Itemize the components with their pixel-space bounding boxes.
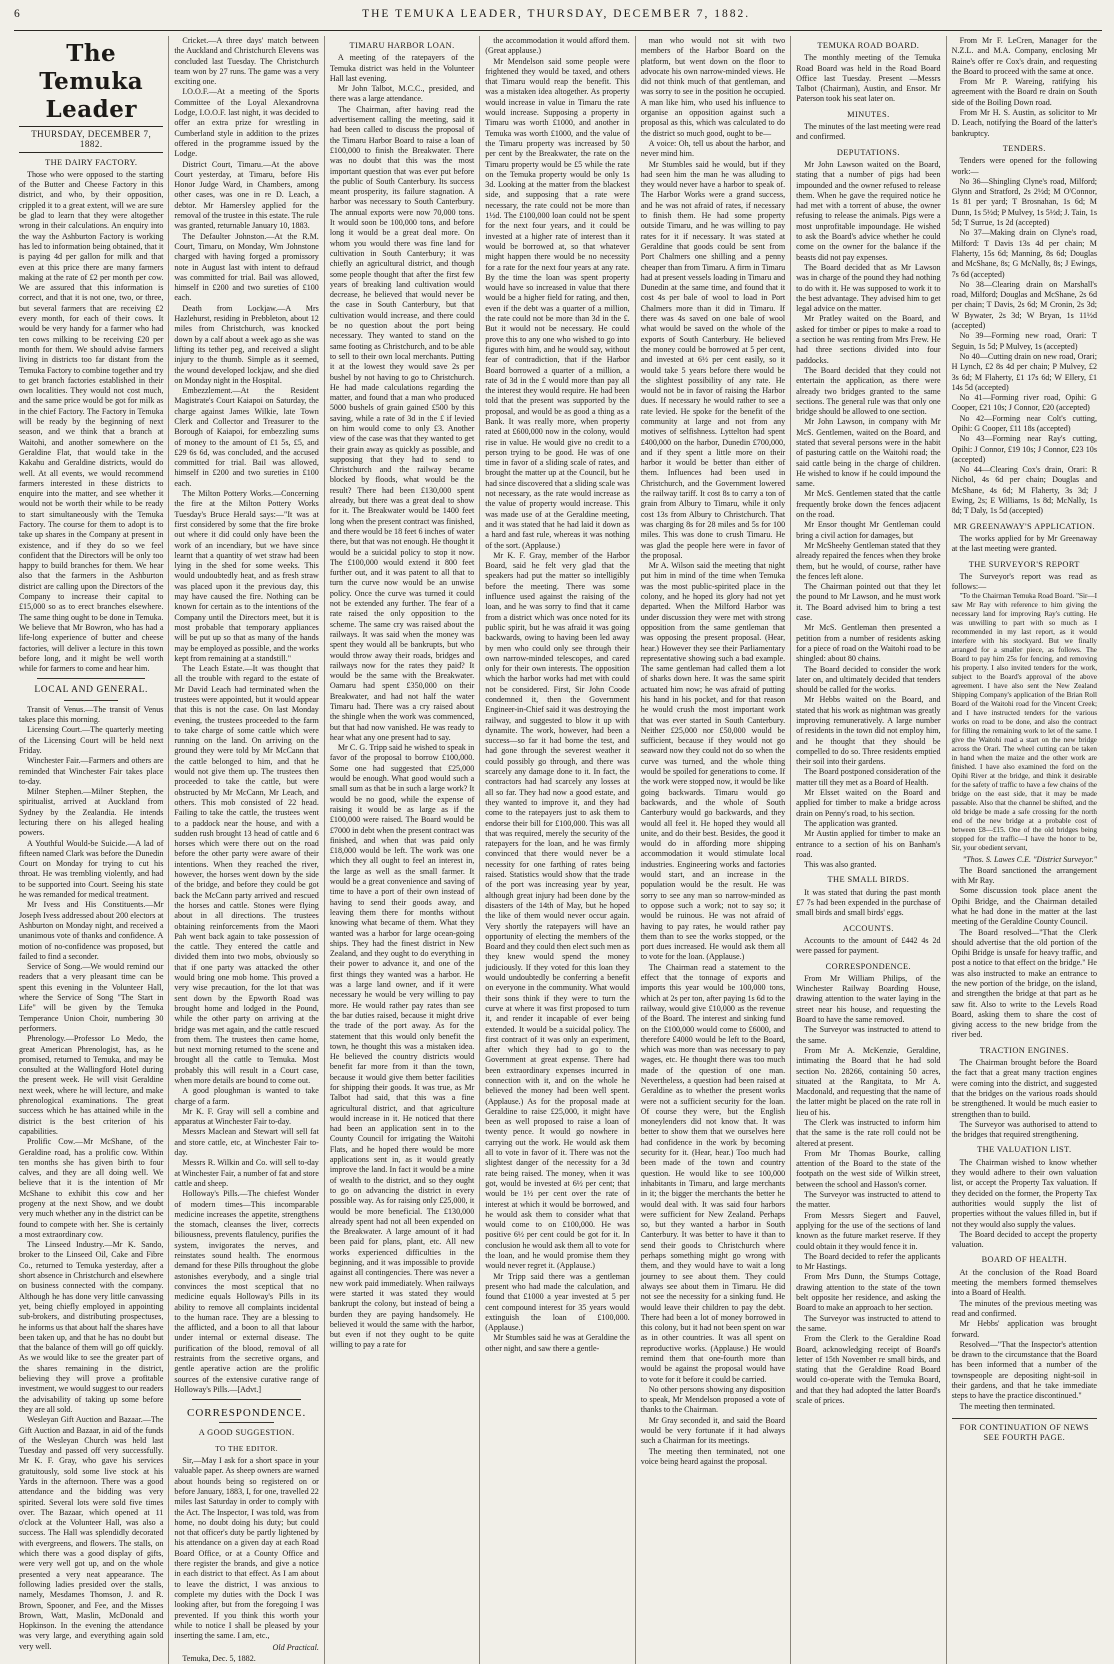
divider (192, 1399, 300, 1400)
article-paragraph: No other persons showing any disposition to speak, Mr Mendelson proposed a vote of thanks to the Chairman. (640, 1384, 786, 1415)
article-paragraph: Mr Hebbs' application was brought forward. (951, 1319, 1097, 1339)
article-paragraph: Mr Tripp said there was a gentleman present who had made the calculation, and found that £1000 a year invested at 5 per cent compound interest for 35 years would extinguish the loan of £100,000. (Applause.) (485, 1271, 630, 1333)
subheading: THE VALUATION LIST. (977, 1145, 1072, 1155)
article-paragraph: This was also granted. (804, 860, 877, 870)
article-paragraph: the accommodation it would afford them. (Great applause.) (485, 36, 630, 56)
article-paragraph: From Mr A. McKenzie, Geraldine, intimating the Board that he had sold section No. 28266, containing 50 acres, situated at the Rangitata, to Mr A. Macdonald, and requesting that the name of the latter might be placed on the rate roll in lieu of his. (796, 1045, 941, 1117)
news-item: Wesleyan Gift Auction and Bazaar.—The Gift Auction and Bazaar, in aid of the funds of the Wesleyan Church was held last Tuesday and passed off very successfully. Mr K. F. Gray, who gave his services gratuitously, sold some live stock at his Yards in the afternoon. There was a good attendance and the bidding was very spirited. Several lots were sold five times over. The Bazaar, which opened at 11 o'clock at the Volunteer Hall, was also a success. The Hall was splendidly decorated with evergreens, and flowers. The stalls, on which there was a good display of gifts, were very well got up, and on the whole presented a very neat appearance. The following ladies presided over the stalls, namely, Mesdames Thomson, J. and R. Brown, Spooner, and Fee, and the Misses Brown, Watt, Maslin, McDonald and Hopkinson. In the evening the attendance was very large, and everything again sold very well. (19, 1415, 164, 1651)
article-paragraph: A meeting of the ratepayers of the Temuka district was held in the Volunteer Hall last evening. (329, 53, 475, 83)
subheading: MR GREENAWAY'S APPLICATION. (953, 521, 1095, 531)
subheading: TRACTION ENGINES. (979, 1045, 1069, 1055)
article-paragraph: The works applied for by Mr Greenaway at the last meeting were granted. (951, 533, 1097, 554)
article-paragraph: Resolved—"That the Inspector's attention be drawn to the circumstance that the Board has been informed that a number of the townspeople are depositing night-soil in their gardens, and that he take immediate steps to have the practice discontinued." (951, 1339, 1097, 1401)
subheading: DEPUTATIONS. (836, 147, 900, 157)
tender-item: No 38—Clearing drain on Marshall's road, Milford; Douglas and McShane, 2s 6d per chain; T Davis, 2s 6d; M Cronin, 2s 3d; W Bywater, 2s 3d; W Bryan, 1s 11½d (accepted) (951, 279, 1097, 331)
tender-item: No 37—Making drain on Clyne's road, Milford: T Davis 13s 4d per chain; M Flaherty, 15s 6d; Manning, 8s 6d; Douglas and McShane, 8s; G McNally, 8s; J Ewings, 7s 6d (accepted) (951, 228, 1097, 279)
article-paragraph: Mr Austin applied for timber to make an entrance to a section of his on Banham's road. (796, 829, 941, 859)
tender-item: No 40—Cutting drain on new road, Orari; H Lynch, £2 8s 4d per chain; P Mulvey, £2 3s 6d; M Flaherty, £1 17s 6d; W Ellery, £1 14s 5d (accepted) (951, 351, 1097, 392)
article-paragraph: Mr John Lawson waited on the Board, stating that a number of pigs had been impounded and the owner refused to release them. When he gave the required notice he had met with a torrent of abuse, the owner refusing to release the animals. Pigs were a most unprofitable impoundage. He wished to ask the Board's advice whether he could come on the owner for the balance if the beasts did not pay expenses. (796, 159, 941, 262)
column-1 (14, 36, 169, 1664)
article-paragraph: man who would not sit with two members of the Harbor Board on the platform, but went down on the floor to advocate his own narrow-minded views. He did not think much of that gentleman, and was sorry to see in the position he occupied. A man like him, who used his influence to organise an opposition against such a proposal as this, which was calculated to do the district so much good, ought to be— (640, 36, 786, 138)
subheading: BOARD OF HEALTH. (981, 1255, 1067, 1265)
letter-body: Sir,—May I ask for a short space in your valuable paper. As sheep owners are warned about hounds being so registered on or before January, 1883, I, for one, travelled 22 miles last Saturday in order to comply with the Act. The Inspector, I was told, was from home, no doubt doing his duty; but could not that officer's duty be partly lightened by his attendance on a given day at each Road Board Office, or at a County Office and there register the brands, and give a notice in each district to that effect. As I am about to leave the district, I was anxious to complete my duties with the Dock I was looking after, but from the foregoing I was prevented. If you think this worth your while to notice I shall be pleased by your inserting the same. I am, etc., (174, 1456, 319, 1641)
article-paragraph: The Board postponed consideration of the matter till they met as a Board of Health. (796, 767, 941, 787)
news-item: Licensing Court.—The quarterly meeting of the Licensing Court will be held next Friday. (19, 725, 164, 755)
article-paragraph: The Surveyor was instructed to attend to the matter. (796, 1190, 941, 1210)
column-3 (325, 36, 480, 1664)
news-item: Phrenology.—Professor Lo Medo, the great American Phrenologist, has, as he promised, returned to Temuka, and may be consulted at the Wallingford Hotel during the present week. He will visit Geraldine next week, where he will lecture, and make phrenological examinations. The great success which he has attained while in the district is the best criterion of his capabilities. (19, 1034, 164, 1136)
article-paragraph: The Board sanctioned the arrangement with Mr Ray. (951, 865, 1097, 886)
page-number: 6 (14, 8, 21, 20)
column-5 (636, 36, 791, 1664)
news-item: A good ploughman is wanted to take charge of a farm. (174, 1086, 319, 1106)
article-paragraph: Mr Elsset waited on the Board and applied for timber to make a bridge across drain on Penny's road, to his section. (796, 788, 941, 818)
news-item: Mr K. F. Gray will sell a combine and apparatus at Winchester Fair to-day. (174, 1106, 319, 1127)
report-signature: "Thos. S. Lawes C.E. "District Surveyor." (962, 855, 1097, 865)
article-paragraph: The Clerk was instructed to inform him that the same is the rate roll could not be altered at present. (796, 1117, 941, 1148)
column-6 (791, 36, 946, 1664)
column-2 (169, 36, 324, 1664)
article-paragraph: The meeting then terminated, not one voice being heard against the proposal. (640, 1446, 786, 1466)
divider (64, 700, 118, 701)
news-item: Death from Lockjaw.—A Mrs Hazlehurst, residing in Prebbleton, about 12 miles from Christchurch, was knocked down by a calf about a week ago as she was lifting its tether peg, and received a slight injury to the thumb. Simple as it seemed, the wound developed lockjaw, and she died on Monday night in the Hospital. (174, 303, 319, 385)
article-paragraph: A voice: Oh, tell us about the harbor, and never mind him. (640, 138, 786, 159)
column-4 (480, 36, 635, 1664)
news-item: Prolific Cow.—Mr McShane, of the Geraldine road, has a prolific cow. Within ten months she has given birth to four calves, and they are all doing well. We believe that it is the intention of Mr McShane to exhibit this cow and her progeny at the next Show, and we doubt very much whether any in the district can be found to compete with her. She is certainly a most extraordinary cow. (19, 1137, 164, 1239)
news-item: Embezzlement.—At the Resident Magistrate's Court Kaiapoi on Saturday, the charge against James Wilkie, late Town Clerk and Collector and Treasurer to the Borough of Kaiapoi, for embezzling sums of money to the amount of £1 5s, £5, and £29 6s 6d, was concluded, and the accused committed for trial. Bail was allowed, himself in £200 and two sureties in £100 each. (174, 386, 319, 488)
tender-item: No 43—Forming near Ray's cutting, Opihi: J Connor, £19 10s; J Connor, £23 10s (accepted) (951, 434, 1097, 464)
article-paragraph: The Board decided to refer the applicants to Mr Hastings. (796, 1251, 941, 1272)
article-paragraph: From the Clerk to the Geraldine Road Board, acknowledging receipt of Board's letter of 15th November re small birds, and stating that the Geraldine Road Board would co-operate with the Temuka Board, and that they had adopted the latter Board's scale of prices. (796, 1334, 941, 1405)
article-paragraph: Accounts to the amount of £442 4s 2d were passed for payment. (796, 935, 941, 956)
quoted-report: "To the Chairman Temuka Road Board. "Sir—I saw Mr Ray with reference to him giving the necessary land for improving Ray's cutting. He was unwilling to part with so much as I recommended in my last report, as it would interfere with his stockyard. But we finally arranged for a smaller piece, as follows. The Board to pay him 25s for fencing, and removing his property. I also invited tenders for the work, subject to the Board's approval of the above agreement. I have also sent the New Zealand Shipping Company's application of the Brian Roll Board of the Waitohi road for the Vincent Creek; and I have instructed tenders for the various works on road to be done, and also the contract for filling the remaining work to let of the same. I give the Waitohi road a start on the new bridge across the Orari. The wheel cutting can be taken in hand when the maize and the other work are finished. I have also examined the ford on the Opihi River at the bridge, and think it desirable for the safety of traffic to have a few chains of the bridge on the east side, that it may be made passable. Also that the channel be shifted, and the old bridge be made a safe crossing for the north end of the new bridge at a probable cost of between £8—£15. One of the old bridges being stopped for the traffic—I have the honor to be, Sir, your obedient servant, (951, 592, 1097, 853)
news-item: District Court, Timaru.—At the above Court yesterday, at Timaru, before His Honor Judge Ward, in Chambers, among other cases, was one in re D. Leach, a debtor. Mr Hamersley applied for the removal of the trustee in this estate. The rule was granted, returnable January 10, 1883. (174, 159, 319, 231)
news-item: The Leach Estate.—It was thought that all the trouble with regard to the estate of Mr David Leach had terminated when the trustees were appointed, but it would appear that this is not the case. On last Monday evening, the trustees proceeded to the farm to take charge of some cattle which were running on the land. On arriving on the ground they were told by Mr McCann that the cattle belonged to him, and that he would not give them up. The trustees then proceeded to take the cattle, but were obstructed by Mr McCann, Mr Leach, and others. This mob consisted of 22 head. Failing to take the cattle, the trustees went to a paddock near the house, and with a sudden rush brought 13 head of cattle and 6 horses which were there out on the road before the other party were aware of their intentions. When they reached the river, however, the horses went down by the side of the bridge, and before they could be got back the McCann party arrived and rescued the horses and cattle. Stones were flying about in all directions. The trustees obtaining reinforcements from the Maori Pah went back again to take possession of the cattle. They entered the cattle and divided them into two mobs, obviously so that if one party was attacked the other would bring one mob home. This proved a very wise precaution, for the lot that was sent down by the Epworth Road was brought home and lodged in the Pound, while the other party on arriving at the bridge was met again, and the cattle rescued from them. The trustees then came home, but next morning returned to the scene and brought all the cattle to Temuka. Most probably this will result in a Court case, when more details are bound to come out. (174, 664, 319, 1085)
article-paragraph: At the conclusion of the Road Board meeting the members formed themselves into a Board of Health. (951, 1267, 1097, 1298)
article-paragraph: The Board decided to consider the work later on, and ultimately decided that tenders should be called for the works. (796, 664, 941, 695)
article-paragraph: Mr Stumbles said he was at Geraldine the other night, and saw there a gentle- (485, 1333, 630, 1353)
news-item: Cricket.—A three days' match between the Auckland and Christchurch Elevens was concluded last Tuesday. The Christchurch team won by 27 runs. The game was a very exciting one. (174, 36, 319, 87)
tender-item: No 36—Shingling Clyne's road, Milford; Glynn and Stratford, 2s 2½d; M O'Connor, 1s 81 per yard; T Brosnahan, 1s 6d; M Dunn, 1s 5½d; P Mulvey, 1s 5½d; J. Tain, 1s 5d; T Surrue, 1s 2d (accepted) (951, 176, 1097, 228)
section-title-correspondence: CORRESPONDENCE. (187, 1407, 307, 1420)
article-paragraph: From Mr P. Wareing, ratifying his agreement with the Board re drain on South side of the Boiling Down road. (951, 77, 1097, 107)
news-item: Messrs R. Wilkin and Co. will sell to-day at Winchester Fair, a number of fat and store cattle and sheep. (174, 1158, 319, 1188)
article-paragraph: The Surveyor was instructed to attend to the same. (796, 1025, 941, 1045)
divider (37, 678, 145, 679)
news-item: The Linseed Industry.—Mr K. Sando, broker to the Linseed Oil, Cake and Fibre Co., returned to Temuka yesterday, after a short absence in Christchurch and elsewhere on business connected with the company. Although he has done very little canvassing yet, being chiefly employed in appointing sub-brokers, and distributing prospectuses, he informs us that about half the shares have been taken up, and that he has no doubt but that the balance of them will go off quickly. As we would like to see the greater part of the shares remaining in the district, believing they will prove a profitable investment, we would suggest to our readers the advisability of taking up some before they are all sold. (19, 1240, 164, 1414)
subheading: THE SMALL BIRDS. (827, 875, 910, 885)
news-item: The Defaulter Johnston.—At the R.M. Court, Timaru, on Monday, Wm Johnstone charged with having forged a promissory note in August last with intent to defraud was committed for trial. Bail was allowed, himself in £200 and two sureties of £100 each. (174, 231, 319, 303)
letter-salutation: TO THE EDITOR. (215, 1443, 279, 1453)
article-paragraph: Mr K. F. Gray, member of the Harbor Board, said he felt very glad that the speakers had put the matter so intelligibly before the meeting. There was some influence used against the raising of the loan, and he was sorry to find that it came from a district which was once noted for its public spirit, but he was afraid it was going backwards, owing to having been led away by men who could only see through their own narrow-minded telescopes, and cared only for their own interests. The opposition which the harbor works had met with could not be considered. First, Sir John Coode condemned it, then the Government Engineer-in-Chief said it was destroying the railway, and suggested to blow it up with dynamite. The work, however, had been a success—so far it had borne the test, and had gone through the severest weather it could possibly go through, and there was scarcely any damage done to it. In fact, the contractors had had scarcely any losses at all so far. They had now a good estate, and they wanted to improve it, and they had come to the ratepayers just to ask them to endorse their bill for £100,000. This was all that was required, merely the security of the ratepayers for the loan, and he was firmly convinced that there would never be a necessity for one farthing of rates being raised. Statistics would show that the trade of the port was increasing year by year, although great injury had been done by the disasters of the 14th of May, but he hoped the like of them would never occur again. Very shortly the ratepayers will have an opportunity of electing the members of the Board and they could then elect such men as they knew would spend the money judiciously. If they voted for this loan they would undoubtedly be conferring a benefit on everyone in the community. What would their sons think if they were to turn the curve at where it was first proposed to turn it, and render it incapable of ever being extended. It would be a suicidal policy. The first contract of it was only an experiment, after which they had to go to the Government at great expense. There had been extraordinary expenses incurred in connection with it, and on the whole he believed the money had been well spent. (Applause.) As for the proposal made at Geraldine to raise £25,000, it might have been as well proposed to raise a loan of twenty pence. It would go nowhere in carrying out the work. He would ask them all to vote in favor of it. There was not the slightest danger of the necessity for a 3d rate being raised. The money, when it was got, would be invested at 6½ per cent; that would be 1½ per cent over the rate of interest at which it would be borrowed, and he would ask them to consider what that would come to on £100,000. He was positive 6½ per cent could be got for it. In conclusion he would ask them all to vote for the loan, and he would promise them they would never regret it. (Applause.) (485, 550, 630, 1271)
article-paragraph: The minutes of the last meeting were read and confirmed. (796, 122, 941, 142)
article-paragraph: The Board decided that as Mr Lawson was in charge of the pound they had nothing to do with it. He was supposed to work it to the best advantage. They advised him to get legal advice on the matter. (796, 262, 941, 314)
article-paragraph: Mr A. Wilson said the meeting that night put him in mind of the time when Temuka was the most public-spirited place in the colony, and he hoped its glory had not yet departed. When the Milford Harbor was under discussion they were met with strong opposition from the same gentleman that was opposing the present proposal. (Hear, hear.) However they see their Parliamentary representative showing such a bad example. The same gentleman had called them a lot of sharks down here. It was the same spirit actuated him now; he was afraid of putting his hand in his pocket, and for that reason he would crush the most important work that was ever started in South Canterbury. Neither £25,000 nor £50,000 would be sufficient, because if they would not go seaward now they could not do so when the curve was turned, and the whole thing would be spoiled for generations to come. If the work were stopped now, it would be like going backwards. Timaru would go backwards, and the whole of South Canterbury would go backwards, and they would all feel it. He hoped they would all unite, and do their best. Besides, the good it would do in affording more shipping accommodation it would stimulate local industries. Engineering works and factories would start, and an increase in the population would be the result. He was sorry to see any man so narrow-minded as to oppose such a work; not to say so; it would be ruinous. He was not afraid of having to pay rates, he would rather pay them than to see the works stopped, or the port dues increased. He would ask them all to vote for the loan. (Applause.) (640, 561, 786, 962)
article-paragraph: Mr McS. Gentlemen stated that the cattle frequently broke down the fences adjacent on the road. (796, 489, 941, 520)
news-item: A Youthful Would-be Suicide.—A lad of fifteen named Clark was before the Dunedin Court on Monday for trying to cut his throat. He was trembling violently, and had to be supported into Court. Seeing his state he was remanded for medical treatment. (19, 838, 164, 900)
article-paragraph: From Mr H. S. Austin, as solicitor to Mr D. Leach, notifying the Board of the latter's bankruptcy. (951, 108, 1097, 138)
tender-item: No 44—Clearing Cox's drain, Orari: R Nichol, 4s 6d per chain; Douglas and McShane, 4s 6d; M Flaherty, 3s 3d; J Ewing, 2s; E Williams, 1s 8d; McNally, 1s 8d; T Daly, 1s 5d (accepted) (951, 465, 1097, 516)
tender-item: No 41—Forming river road, Opihi: G Cooper, £21 10s; J Connor, £20 (accepted) (951, 393, 1097, 413)
article-paragraph: The minutes of the previous meeting was read and confirmed. (951, 1298, 1097, 1318)
letter-signature: Old Practical. (272, 1643, 319, 1653)
article-paragraph: The Chairman pointed out that they let the pound to Mr Lawson, and he must work it. The Board advised him to bring a test case. (796, 582, 941, 623)
subheading: CORRESPONDENCE. (825, 961, 912, 971)
news-item: The Milton Pottery Works.—Concerning the fire at the Milton Pottery Works Tuesday's Bruce Herald says:—"It was at first considered by some that the fire broke out where it did could only have been the work of an incendiary, but we have since learnt that a quantity of wet straw had been lying in the shed for some weeks. This would undoubtedly heat, and as fresh straw was placed upon it the previous day, this may have caused the fire. Nothing can be known for certain as to the intentions of the Company until the Directors meet, but it is most probable that temporary appliances will be put up so that as many of the hands may be employed as possible, and the works kept from remaining at a standstill." (174, 489, 319, 663)
article-paragraph: Tenders were opened for the following work:— (951, 156, 1097, 176)
news-item: Winchester Fair.—Farmers and others are reminded that Winchester Fair takes place to-day. (19, 756, 164, 786)
article-paragraph: It was stated that during the past month £7 7s had been expended in the purchase of small birds and small birds' eggs. (796, 887, 941, 918)
running-head-title: THE TEMUKA LEADER, THURSDAY, DECEMBER 7, 1882. (362, 8, 751, 20)
article-paragraph: Mr Gray seconded it, and said the Board would be very fortunate if it had always such a Chairman for its meetings. (640, 1415, 786, 1446)
article-paragraph: The Chairman brought before the Board the fact that a great many traction engines were coming into the district, and suggested that the bridges on the various roads should be strengthened. It would be much easier to strengthen than to build. (951, 1058, 1097, 1119)
news-item: Transit of Venus.—The transit of Venus takes place this morning. (19, 704, 164, 725)
article-paragraph: The Surveyor was instructed to attend to the same. (796, 1313, 941, 1333)
masthead-dateline: THURSDAY, DECEMBER 7, 1882. (19, 126, 163, 153)
article-heading-harbor-loan: TIMARU HARBOR LOAN. (349, 41, 455, 50)
article-paragraph: Mr Hebbs waited on the Board, and stated that his work as nightman was greatly improving remuneratively. A large number of residents in the town did not employ him, and he thought that they should be compelled to do so. Three residents emptied their soil into their gardens. (796, 695, 941, 767)
article-paragraph: The Surveyor was authorised to attend to the bridges that required strengthening. (951, 1119, 1097, 1140)
article-paragraph: Mr Mendelson said some people were frightened they would be taxed, and others that Timaru would reap the benefit. This was a mistaken idea altogether. As property would increase in value in Timaru the rate would increase. Supposing a property in Timaru was worth £1000, and another in Temuka was worth £1000, and the value of the Timaru property was increased by 50 per cent by the Breakwater, the rate on the Timaru property would be £5 while the rate on the Temuka property would be only 1s 3d. Looking at the matter from the blackest side, and supposing that a rate were necessary, the rate could not be more than 1½d. The £100,000 loan could not be spent for the next four years, and it could be invested at a higher rate of interest than it would be borrowed at, so that whatever might happen there would be no necessity for a rate for the next four years at any rate. By the time the loan was spent property would have so increased in value that there would be a higher field for rating, and then, even if the debt was a quarter of a million, the rate could not be more than 3d in the £. But it would not be necessary. He could prove this to any one who wished to go into figures with him, and he would say, without fear of contradiction, that if the Harbor Board borrowed a quarter of a million, a rate of 3d in the £ would more than pay all the interest they would require. He had been told that the present was supported by the proposal, and would be as good a thing as a Bank. It was really more, when property rated at £600,000 now in the colony, would rise in value. He would give no credit to a person trying to be good. He was of one time in favor of a sliding scale of rates, and brought the matter up at the Council, but he had since discovered that a sliding scale was not necessary, as the rate would increase as the value of property would increase. This was made use of at the Geraldine meeting, and it was stated that he had laid it down as a hard and fast rule, whereas it was nothing of the sort. (Applause.) (485, 56, 630, 550)
column-7 (947, 36, 1102, 1664)
news-item: Mr Ivess and His Constituents.—Mr Joseph Ivess addressed about 200 electors at Ashburton on Monday night, and received a unanimous vote of thanks and confidence. A motion of no-confidence was proposed, but failed to find a seconder. (19, 900, 164, 961)
letter-heading: A GOOD SUGGESTION. (198, 1428, 295, 1438)
column-grid (14, 36, 1102, 1663)
article-paragraph: Mr McSheehy Gentleman stated that they already repaired the fences when they broke them, but he would, of course, rather have the fences left alone. (796, 540, 941, 581)
article-paragraph: The Chairman read a statement to the effect that the tonnage of exports and imports this year would be 100,000 tons, which at 2s per ton, after paying 1s 6d to the railway, would give £10,000 as the revenue of the Board. The interest and sinking fund on the £100,000 would come to £6000, and therefore £4000 would be left to the Board, which was more than was necessary to pay wages, etc. He thought there was too much made of the question of one man. Nevertheless, a question had been raised at Geraldine as to whether the present works were not a sufficient security for the loan. Of course they were, but the English moneylenders did not know that. It was better to show them that we ourselves here had confidence in the work by becoming security for it. (Hear, hear.) Too much had been made of the town and country question. He would like to see 100,000 inhabitants in Timaru, and large merchants in it; the bigger the merchants the better he would deal with. It was said four harbors were sufficient for New Zealand. Perhaps so, but they wanted a harbor in South Canterbury. It was better to have it than to send their goods to Christchurch where perhaps something might go wrong with them, and they would have to wait a long journey to see about them. They could always see about them in Timaru. He did not see the necessity for a sinking fund. He would leave their children to pay the debt. There had been a lot of money borrowed in this colony, but it had not been spent on war as in other countries. It was all spent on reproductive works. (Applause.) He would remind them that one-fourth more than would be against the proposal would have to vote for it before it could be carried. (640, 962, 786, 1384)
article-paragraph: The application was granted. (804, 818, 898, 828)
article-paragraph: Mr John Talbot, M.C.C., presided, and there was a large attendance. (329, 84, 475, 104)
article-paragraph: The Chairman, after having read the advertisement calling the meeting, said it had been called to discuss the proposal of the Timaru Harbor Board to raise a loan of £100,000 to finish the Breakwater. There was no doubt that this was the most important question that was ever put before the public of South Canterbury. Its success meant prosperity, its failure stagnation. A harbor was necessary to South Canterbury. The annual exports were now 70,000 tons. It would soon be 100,000 tons, and before long it would be a great deal more. On whom you would there was fine land for cultivation in South Canterbury; it was chiefly an agricultural district, and though some people thought that after the first few years of breaking land cultivation would decrease, he believed that would never be the case in South Canterbury, but that cultivation would increase, and there could be no question about the port being necessary. They wanted to stand on the same footing as Christchurch, and to be able to sell to their own local merchants. Putting it at the lowest they would save 2s per bushel by not having to go to Christchurch. He had made calculations regarding the matter, and found that a man who produced 5000 bushels of grain gained £500 by this saving, while a rate of 3d in the £ if levied on him would come to only £3. Another view of the case was that they wanted to get their grain away as quickly as possible, and supposing that they had to send to Christchurch and the railway became blocked by floods, what would be the result? There had been £130,000 spent already, but there was a great deal to show for it. The Breakwater would be 1400 feet long when the present contract was finished, and there would be 18 feet 6 inches of water there, but that was not enough. He thought it would be a suicidal policy to stop it now. The £100,000 would extend it 800 feet further out, and it was patent to all that to turn the curve now would be an unwise policy. Once the curve was turned it could not be extended any further. The fear of a rate raised the only opposition to the scheme. The same cry was raised about the railways. It was said when the money was spent they would all be bankrupts, but who would throw away their roads, bridges and railways now for the rates they paid? It would be the same with the Breakwater. Oamaru had spent £350,000 on their Breakwater, and had not half the water Timaru had. There was a cry raised about the shingle when the work was commenced, but that had now vanished. He was ready to hear what any one present had to say. (329, 104, 475, 742)
article-paragraph: The meeting then terminated. (959, 1401, 1055, 1411)
article-paragraph: Those who were opposed to the starting of the Butter and Cheese Factory in this district, and who, by their opposition, crippled it to a great extent, will we are sure be glad to learn that they were altogether wrong in their calculations. An enquiry into the way the Ashburton Factory is working has led to information being obtained, that it is paying 4d per gallon for milk and that even at this price there are many farmers making at the rate of £2 per month per cow. We are assured that this information is correct, and that it is not one, two, or three, but several farmers that are receiving £2 every month, for each of their cows. It would be very handy for a farmer who had ten cows milking to be receiving £20 per month for them. We should advise farmers living in districts too far distant from the Temuka Factory to combine together and try to get branch factories established in their own localities. They would not cost much, and the same price would be got for milk as in the chief Factory. The Factory in Temuka will be ready by the beginning of next season, and we think that a branch at Waitohi, and another somewhere on the Geraldine Flat, that would take in the Kakahu and Geraldine districts, would do well. At all events, we would recommend farmers interested in these districts to enquire into the matter, and see whether it would not be worth their while to be ready to start simultaneously with the Temuka Factory. The course for them to adopt is to take up shares in the Company at present in existence, and if they do so we feel confident that the Directors will be only too happy to build branches for them. We hear also that the farmers in the Ashburton district are calling upon the Directors of the Company to increase their capital to £15,000 so as to erect branches elsewhere. The same thing ought to be done in Temuka. We believe that Mr Bowron, who has had a life-long experience of butter and cheese factories, will deliver a lecture in this town before long, and it might be well worth while for farmers to come and hear him. (19, 169, 164, 674)
section-title-local-general: LOCAL AND GENERAL. (34, 685, 149, 696)
news-item: Service of Song.—We would remind our readers that a very pleasant time can be spent this evening in the Volunteer Hall, where the Service of Song "The Start in Life" will be given by the Temuka Temperance Union Choir, numbering 30 performers. (19, 962, 164, 1033)
tender-item: No 42—Forming near Colt's cutting, Opihi: G Cooper, £11 18s (accepted) (951, 413, 1097, 433)
subheading: MINUTES. (847, 109, 890, 119)
article-paragraph: Some discussion took place anent the Opihi Bridge, and the Chairman detailed what he had done in the matter at the last meeting of the Geraldine County Council. (951, 886, 1097, 927)
news-item: Milner Stephen.—Milner Stephen, the spiritualist, arrived at Auckland from Sydney by the Zealandia. He intends lecturing there on his alleged healing powers. (19, 787, 164, 838)
article-paragraph: The Board decided that they could not entertain the application, as there were already two bridges granted to the same sections. The general rule was that only one bridge should be allowed to one section. (796, 365, 941, 417)
article-paragraph: The Surveyor's report was read as follows:— (951, 571, 1097, 592)
article-paragraph: The Board decided to accept the property valuation. (951, 1229, 1097, 1250)
news-item: Holloway's Pills.—The chiefest Wonder of modern times—This incomparable medicine increases the appetite, strengthens the stomach, cleanses the liver, corrects biliousness, prevents flatulency, purifies the system, invigorates the nerves, and reinstates sound health. The enormous demand for these Pills throughout the globe astonishes everybody, and a single trial convinces the most sceptical that no medicine equals Holloway's Pills in its ability to remove all complaints incidental to the human race. They are a blessing to the afflicted, and a boon to all that labour under internal or external disease. The purification of the blood, removal of all restraints from the secretive organs, and gentle aperative action are the prolific sources of the extensive curative range of Holloway's Pills.—[Advt.] (174, 1189, 319, 1394)
article-paragraph: Mr C. G. Tripp said he wished to speak in favor of the proposal to borrow £100,000. Some one had suggested that £25,000 would be enough. What good would such a small sum as that be in such a large work? It would be no good, while the expense of raising it would be as large as if the £100,000 were raised. The Board would be £7000 in debt when the present contract was finished, and when that was paid only £18,000 would be left. The work was one which they all ought to feel an interest in, the large as well as the small farmer. It would be a great convenience and saving of time to have a port of their own instead of having to send their goods away, and leaving them there for months without knowing what became of them. What they wanted was a harbor for large ocean-going ships. They had the finest district in New Zealand, and they ought to do everything in their power to advance it, and one of the first things they wanted was a harbor. He was a large land owner, and if it were necessary he would be very willing to pay more. He would rather pay rates than see the bar duties raised, because it might drive the trade of the port away. As for the statement that this would only benefit the town, he thought this was a mistaken idea. He believed the country districts would benefit far more from it than the town, because it would give them better facilities for shipping their goods. It was true, as Mr Talbot had said, that this was a fine agricultural district, and that agriculture would increase in it. He noticed that there had been an application sent in to the County Council for irrigating the Waitohi Flats, and he hoped there would be more applications sent in, as it would greatly improve the land. In fact it would be a mine of wealth to the district, and so they ought to go on advancing the district in every possible way. As for raising only £25,000, it would be more beneficial. The £130,000 already spent had not all been expended on the Breakwater. A large amount of it had been paid for plans, plant, etc. All new works experienced difficulties in the beginning, and it was impossible to provide against all contingencies. There was never a new work paid immediately. When railways were started it was stated they would bankrupt the colony, but instead of being a burden they are paying handsomely. He believed it would the same with the harbor, but even if not they ought to be quite willing to pay a rate for (329, 743, 475, 1350)
news-item: Messrs Maclean and Stewart will sell fat and store cattle, etc, at Winchester Fair to-day. (174, 1127, 319, 1158)
article-heading-road-board: TEMUKA ROAD BOARD. (817, 41, 920, 50)
subheading: TENDERS. (1002, 143, 1046, 153)
article-paragraph: Mr Pratley waited on the Board, and asked for timber or pipes to make a road to a section he was renting from Mrs Frew. He had three sections divided into four paddocks. (796, 314, 941, 365)
newspaper-page (14, 8, 1102, 1663)
article-paragraph: Mr Ensor thought Mr Gentleman could bring a civil action for damages, but (796, 520, 941, 540)
letter-date: Temuka, Dec. 5, 1882. (182, 1653, 256, 1663)
article-paragraph: From Mr F. LeCren, Manager for the N.Z.L. and M.A. Company, enclosing Mr Raine's offer re Cox's drain, and requesting the Board to proceed with the same at once. (951, 36, 1097, 76)
subheading: THE SURVEYOR'S REPORT (968, 559, 1080, 569)
article-paragraph: Mr McS. Gentleman then presented a petition from a number of residents asking for a piece of road on the Waitohi road to be shingled: about 80 chains. (796, 623, 941, 664)
article-heading-dairy-factory: THE DAIRY FACTORY. (45, 157, 138, 167)
article-paragraph: From Messrs Siegert and Fauvel, applying for the use of the sections of land known as the future market reserve. If they could obtain it they would fence it in. (796, 1210, 941, 1251)
article-paragraph: From Mr William Philips, of the Winchester Railway Boarding House, drawing attention to the water laying in the street near his house, and requesting the Board to have the same removed. (796, 973, 941, 1025)
divider (219, 1422, 273, 1423)
article-paragraph: Mr John Lawson, in company with Mr McS. Gentlemen, waited on the Board, and stated that several persons were in the habit of pasturing cattle on the Waitohi road; the said cattle being in the charge of children. He wished to know if he could impound the same. (796, 417, 941, 489)
continuation-notice: FOR CONTINUATION OF NEWS SEE FOURTH PAGE. (952, 1418, 1097, 1444)
news-item: I.O.O.F.—At a meeting of the Sports Committee of the Loyal Alexandrovna Lodge, I.O.O.F. last night, it was decided to offer an extra prize for wrestling in Cumberland style in addition to the prizes offered in the programme issued by the Lodge. (174, 87, 319, 159)
article-paragraph: The monthly meeting of the Temuka Road Board was held in the Road Board Office last Tuesday. Present —Messrs Talbot (Chairman), Austin, and Ensor. Mr Paterson took his seat later on. (796, 53, 941, 104)
article-paragraph: From Mrs Dunn, the Stumps Cottage, drawing attention to the state of the town belt opposite her residence, and asking the Board to make an approach to her section. (796, 1272, 941, 1313)
article-paragraph: The Chairman wished to know whether they would adhere to their own valuation list, or accept the Property Tax valuation. If they decided on the former, the Property Tax authorities would supply the list of properties without the values filled in, but if not they would also supply the values. (951, 1157, 1097, 1229)
article-paragraph: The Board resolved—"That the Clerk should advertise that the old portion of the Opihi Bridge is unsafe for heavy traffic, and post a notice to that effect on the bridge." He was also instructed to make an entrance to the new portion of the bridge, on the island, and strengthen the bridge at that part as he saw fit. Also to write to the Levels Road Board, asking them to share the cost of giving access to the new bridge from the river bed. (951, 927, 1097, 1040)
subheading: ACCOUNTS. (842, 923, 894, 933)
article-paragraph: Mr Stumbles said he would, but if they had seen him the man he was alluding to they would never have a harbor to speak of. The Harbor Works were a grand success, and he was not afraid of rates, if necessary to finish them. He had some property outside Timaru, and he was willing to pay rates for it if necessary. It was stated at Geraldine that goods could be sent from Port Chalmers one shilling and a penny cheaper than from Timaru. A firm in Timaru had at present vessels loading in Timaru and Dunedin at the same time, and found that it cost 4s per bale of wool to load in Port Chalmers more than it did in Timaru. If there was 4s saved on one bale of wool what would be saved on the whole of the exports of South Canterbury. He believed the money could be borrowed at 5 per cent, and invested at 6½ per cent easily, so it would take 5 years before there would be the slightest possibility of any rate. He would not be in favor of raising the Harbor dues. If necessary he would rather to see a rate levied. He spoke for the benefit of the community at large and not from any motives of selfishness. Lyttelton had spent £400,000 on the harbor, Dunedin £700,000, and if they spent a little more on their harbor it would be better than either of them. Influences had been used in Christchurch, and the Government lowered the railway tariff. It cost 8s to carry a ton of grain from Albury to Timaru, while it only cost 13s from Albury to Christchurch. That was charging 8s for 28 miles and 5s for 100 miles. This was done to crush Timaru. He was glad the people here were in favor of the proposal. (640, 159, 786, 560)
tender-item: No 39—Forming new road, Orari: T Seguin, 1s 5d; P Mulvey, 1s (accepted) (951, 331, 1097, 351)
masthead-title: The Temuka Leader (39, 40, 144, 123)
article-paragraph: From Mr Thomas Bourke, calling attention of the Board to the state of the footpath on the west side of Wilkin street, between the school and Hasson's corner. (796, 1148, 941, 1189)
running-head (14, 8, 1102, 31)
